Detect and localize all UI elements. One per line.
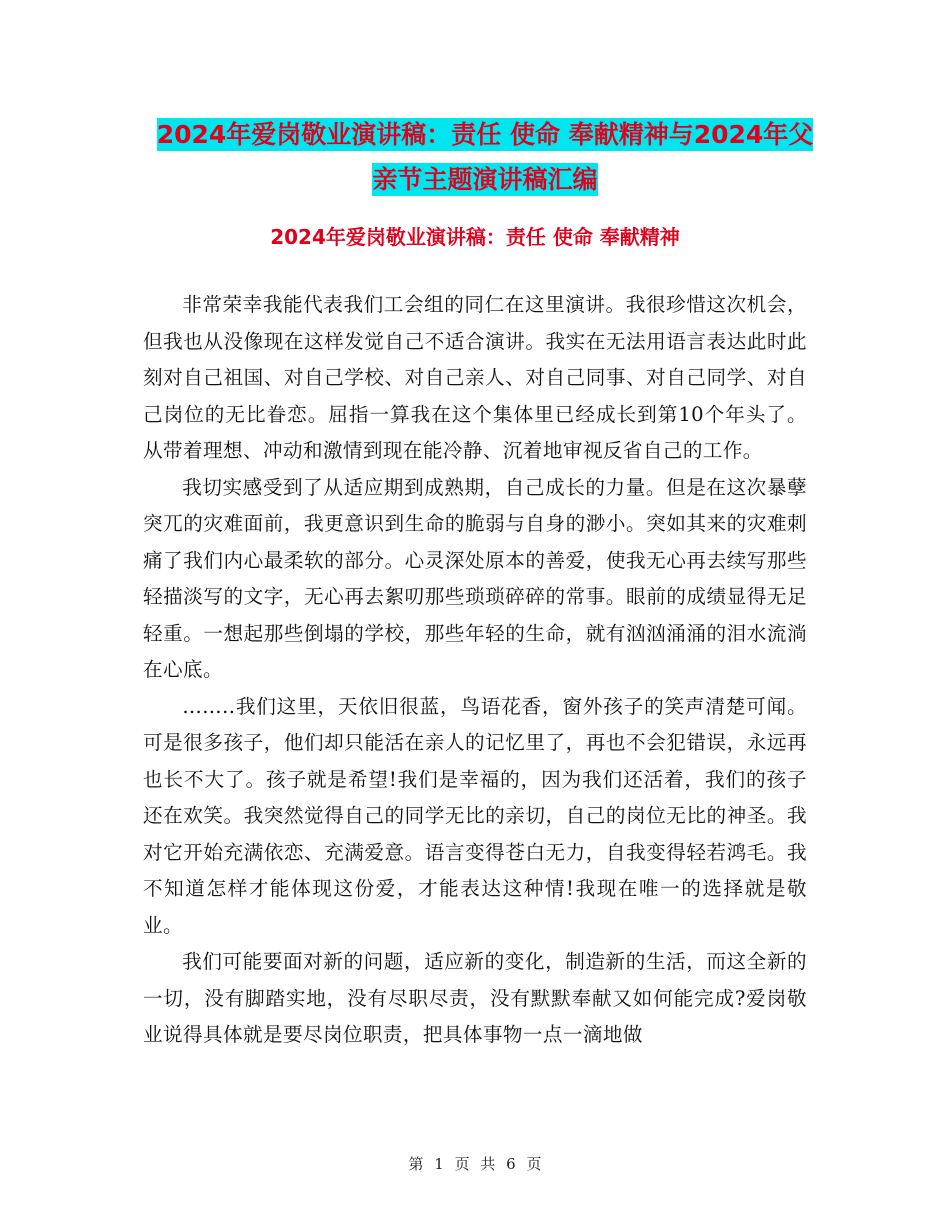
document-title-highlight: 2024年爱岗敬业演讲稿：责任 使命 奉献精神与2024年父亲节主题演讲稿汇编 <box>156 120 814 194</box>
page-number-footer: 第 1 页 共 6 页 <box>408 1155 542 1173</box>
section-title: 2024年爱岗敬业演讲稿：责任 使命 奉献精神 <box>270 225 680 249</box>
document-title <box>150 112 820 202</box>
paragraph-2: 我切实感受到了从适应期到成熟期，自己成长的力量。但是在这次暴孽突兀的灾难面前，我更意识到生命的脆弱与自身的渺小。突如其来的灾难刺痛了我们内心最柔软的部分。心灵深处原本的善爱，使我无心再去续写那些轻描淡写的文字，无心再去絮叨那些琐琐碎碎的常事。眼前的成绩显得无足轻重。一想起那些倒塌的学校，那些年轻的生命，就有汹汹涌涌的泪水流淌在心底。 <box>143 475 807 681</box>
paragraph-1: 非常荣幸我能代表我们工会组的同仁在这里演讲。我很珍惜这次机会，但我也从没像现在这样发觉自己不适合演讲。我实在无法用语言表达此时此刻对自己祖国、对自己学校、对自己亲人、对自己同事、对自己同学、对自己岗位的无比眷恋。屈指一算我在这个集体里已经成长到第10个年头了。从带着理想、冲动和激情到现在能冷静、沉着地审视反省自己的工作。 <box>143 293 807 462</box>
paragraph-4: 我们可能要面对新的问题，适应新的变化，制造新的生活，而这全新的一切，没有脚踏实地，没有尽职尽责，没有默默奉献又如何能完成?爱岗敬业说得具体就是要尽岗位职责，把具体事物一点一滴地做 <box>143 950 807 1046</box>
paragraph-3: ……..我们这里，天依旧很蓝，鸟语花香，窗外孩子的笑声清楚可闻。可是很多孩子，他们却只能活在亲人的记忆里了，再也不会犯错误，永远再也长不大了。孩子就是希望!我们是幸福的，因为我们还活着，我们的孩子还在欢笑。我突然觉得自己的同学无比的亲切，自己的岗位无比的神圣。我对它开始充满依恋、充满爱意。语言变得苍白无力，自我变得轻若鸿毛。我不知道怎样才能体现这份爱，才能表达这种情!我现在唯一的选择就是敬业。 <box>143 694 807 937</box>
body-text <box>143 287 807 1054</box>
